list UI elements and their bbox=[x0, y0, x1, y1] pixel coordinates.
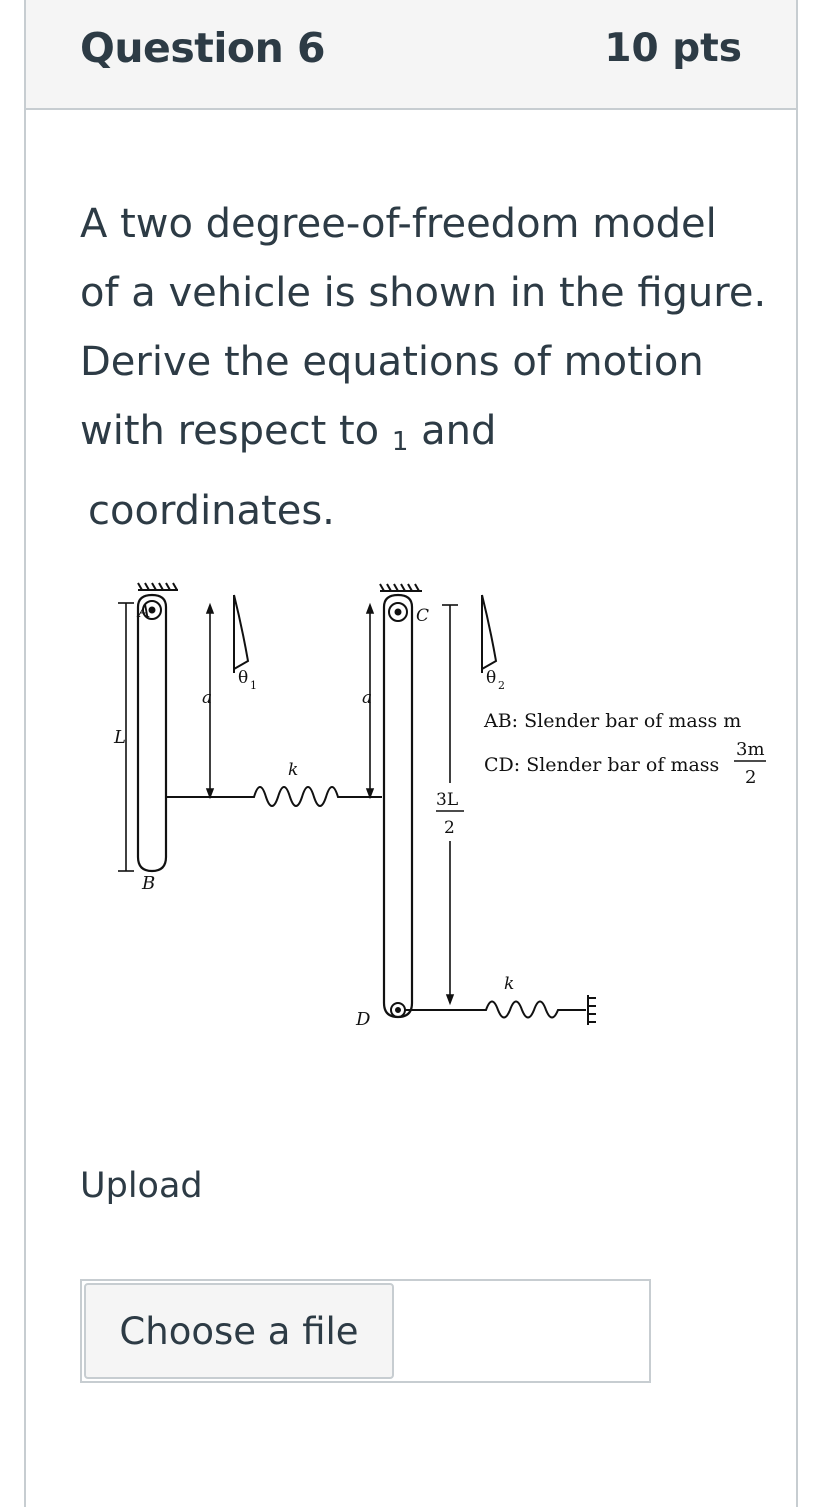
label-theta2: θ bbox=[486, 668, 497, 688]
question-text-line: coordinates. bbox=[88, 488, 335, 534]
label-3l-den: 2 bbox=[444, 818, 455, 838]
pivot-d bbox=[391, 1003, 405, 1017]
question-text-fragment: with respect to bbox=[80, 408, 380, 454]
spring-k1 bbox=[166, 787, 382, 806]
label-k1: k bbox=[288, 760, 299, 780]
spring-k2 bbox=[405, 1002, 586, 1018]
choose-file-button[interactable]: Choose a file bbox=[84, 1283, 394, 1379]
label-k2: k bbox=[504, 974, 515, 994]
label-a: A bbox=[138, 602, 151, 622]
label-3l: 3L bbox=[436, 790, 459, 810]
legend-cd: CD: Slender bar of mass bbox=[484, 754, 720, 776]
question-title: Question 6 bbox=[80, 24, 326, 72]
file-upload-field[interactable] bbox=[80, 1279, 651, 1383]
label-a-dim-left: a bbox=[202, 688, 213, 708]
label-b: B bbox=[142, 873, 156, 894]
theta1-indicator bbox=[234, 595, 248, 673]
question-header bbox=[26, 0, 796, 110]
legend-ab: AB: Slender bar of mass m bbox=[484, 710, 742, 732]
label-theta2-sub: 2 bbox=[498, 679, 505, 692]
bar-ab bbox=[138, 595, 166, 871]
upload-label: Upload bbox=[80, 1166, 203, 1206]
label-d: D bbox=[356, 1009, 371, 1030]
question-points: 10 pts bbox=[604, 26, 742, 71]
legend-cd-frac-num: 3m bbox=[736, 739, 765, 760]
label-a-dim-right: a bbox=[362, 688, 373, 708]
question-text-subscript: 1 bbox=[391, 427, 409, 457]
question-text bbox=[80, 190, 770, 546]
label-c: C bbox=[416, 606, 430, 626]
label-l: L bbox=[114, 727, 126, 748]
question-card bbox=[24, 0, 798, 1507]
bar-cd bbox=[384, 595, 412, 1017]
question-text-line: A two degree-of-freedom model bbox=[80, 201, 717, 247]
theta2-indicator bbox=[482, 595, 496, 673]
ground-right bbox=[588, 995, 596, 1025]
question-text-fragment: and bbox=[421, 408, 497, 454]
label-theta1-sub: 1 bbox=[250, 679, 257, 692]
question-text-line: Derive the equations of motion bbox=[80, 339, 704, 385]
vehicle-model-figure bbox=[86, 575, 786, 1055]
label-theta1: θ bbox=[238, 668, 249, 688]
question-text-line bbox=[80, 397, 770, 477]
question-text-line: of a vehicle is shown in the figure. bbox=[80, 270, 767, 316]
legend-cd-frac-den: 2 bbox=[745, 767, 757, 788]
